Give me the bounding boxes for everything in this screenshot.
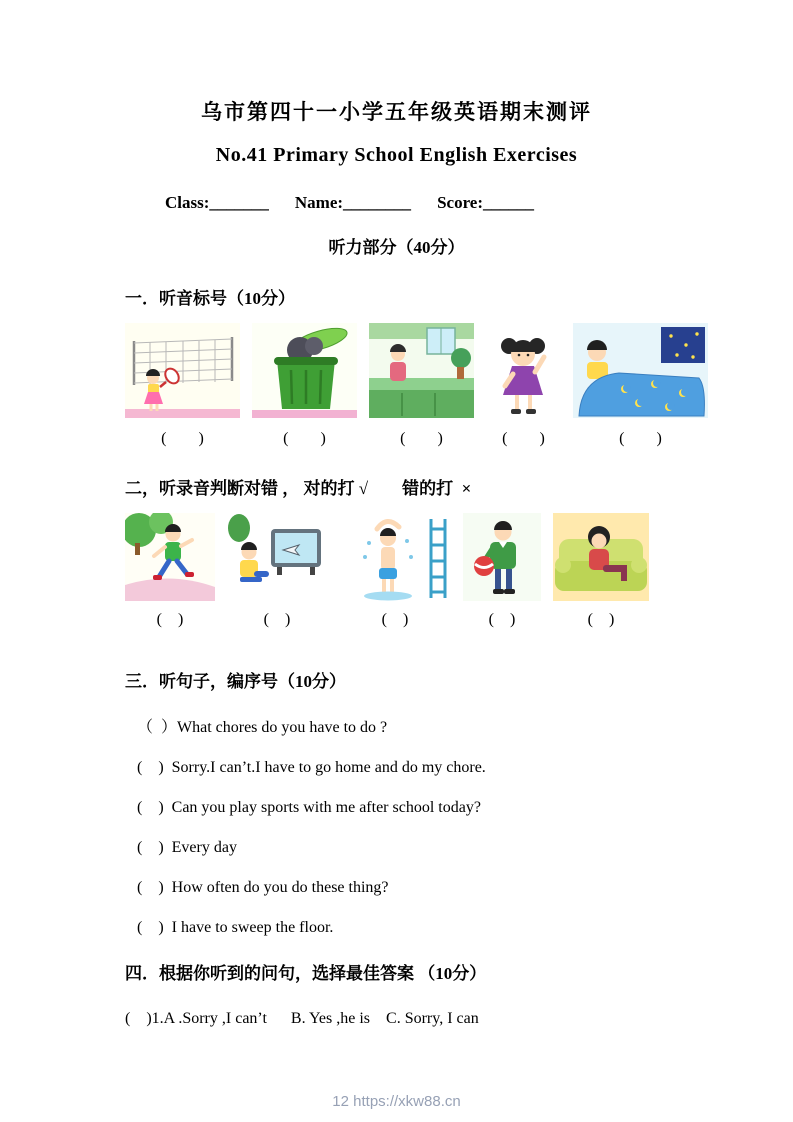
picture-boy-shower (339, 513, 451, 601)
exam-title-chinese: 乌市第四十一小学五年级英语期末测评 (201, 100, 592, 124)
question-item: ( ) How often do you do these thing? (137, 879, 389, 896)
name-field: Name:________ (294, 193, 412, 212)
section4-heading: 四．根据你听到的问句，选择最佳答案 （10分） (125, 964, 487, 983)
section3-heading: 三．听句子，编序号（10分） (125, 672, 346, 691)
answer-blank: ( ) (283, 430, 326, 447)
answer-blank: ( ) (156, 611, 184, 628)
picture-girl-badminton-net (125, 323, 240, 418)
picture-boy-with-ball (463, 513, 541, 601)
exam-title-english: No.41 Primary School English Exercises (215, 144, 578, 166)
question-item: （ ）What chores do you have to do ? (137, 719, 388, 736)
answer-blank: ( ) (400, 430, 443, 447)
answer-blank: ( ) (161, 430, 204, 447)
question-item: ( ) Every day (137, 839, 237, 856)
answer-blank: ( ) (502, 430, 545, 447)
page-footer: 12 https://xkw88.cn (332, 1093, 461, 1110)
student-info-row (165, 193, 793, 213)
listening-part-title: 听力部分（40分） (328, 238, 465, 257)
picture-kitchen-cleaning (369, 323, 474, 418)
question-item: ( ) Can you play sports with me after school today? (137, 799, 481, 816)
score-field: Score:______ (437, 193, 535, 212)
exam-content (125, 284, 738, 1028)
picture-girl-listening (486, 332, 561, 418)
picture-bedroom-night (573, 323, 708, 418)
section1-answer-blanks (125, 430, 738, 448)
question-item: ( ) Sorry.I can’t.I have to go home and do my chore. (137, 759, 486, 776)
picture-trash-bin (252, 323, 357, 418)
answer-blank: ( ) (587, 611, 615, 628)
section2-pictures-row (125, 513, 738, 601)
picture-woman-on-sofa (553, 513, 649, 601)
class-field: Class:_______ (165, 193, 269, 212)
section1-pictures-row (125, 323, 738, 418)
section2-answer-blanks (125, 611, 738, 629)
answer-blank: ( ) (263, 611, 291, 628)
question-item: ( ) I have to sweep the floor. (137, 919, 334, 936)
answer-blank: ( ) (488, 611, 516, 628)
section2-heading: 二，听录音判断对错 ， 对的打 √ 错的打 × (125, 479, 472, 498)
picture-boy-running (125, 513, 215, 601)
answer-blank: ( ) (619, 430, 662, 447)
question-item: ( )1.A .Sorry ,I can’t B. Yes ,he is C. Sorry, I can (125, 1010, 479, 1027)
answer-blank: ( ) (381, 611, 409, 628)
picture-boy-watching-tv (227, 513, 327, 601)
section1-heading: 一．听音标号（10分） (125, 289, 295, 308)
